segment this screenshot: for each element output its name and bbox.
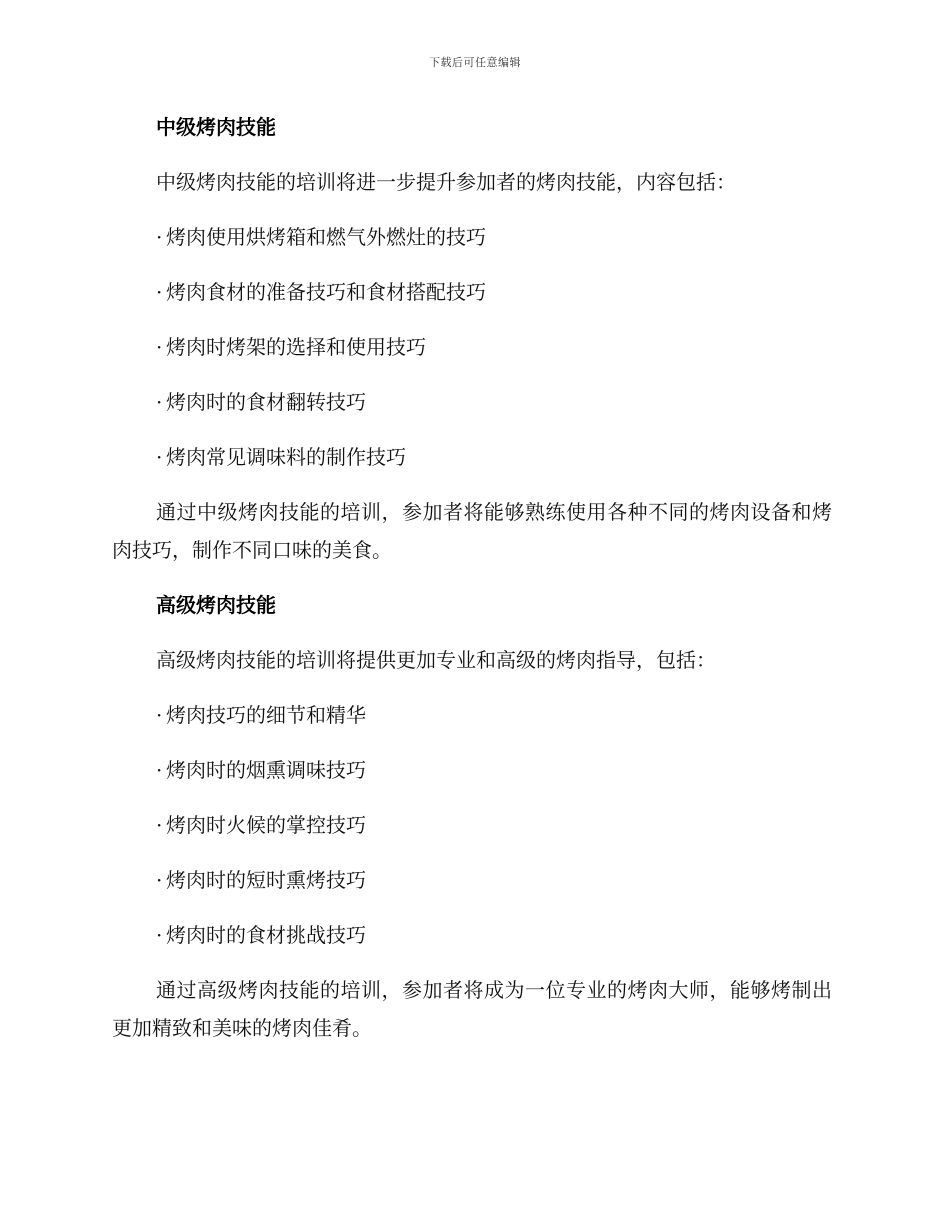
- list-item: [112, 806, 832, 844]
- list-item: [112, 751, 832, 789]
- section-heading-advanced: 高级烤肉技能: [156, 593, 276, 617]
- bullet-marker: ·: [156, 813, 163, 837]
- list-item: [112, 438, 832, 476]
- bullet-marker: ·: [156, 758, 163, 782]
- document-body: [112, 108, 832, 1064]
- bullet-marker: ·: [156, 280, 163, 304]
- list-item: [112, 916, 832, 954]
- list-item-text: 烤肉食材的准备技巧和食材搭配技巧: [166, 280, 486, 304]
- list-item-text: 烤肉时的食材翻转技巧: [166, 390, 366, 414]
- list-item: [112, 383, 832, 421]
- list-item-text: 烤肉常见调味料的制作技巧: [166, 445, 406, 469]
- bullet-marker: ·: [156, 703, 163, 727]
- section-intro-advanced: 高级烤肉技能的培训将提供更加专业和高级的烤肉指导，包括：: [156, 648, 716, 672]
- header-note: 下载后可任意编辑: [429, 56, 521, 69]
- list-item-text: 烤肉使用烘烤箱和燃气外燃灶的技巧: [166, 225, 486, 249]
- list-item-text: 烤肉技巧的细节和精华: [166, 703, 366, 727]
- list-item-text: 烤肉时的短时熏烤技巧: [166, 868, 366, 892]
- section-conclusion-advanced: 通过高级烤肉技能的培训，参加者将成为一位专业的烤肉大师，能够烤制出更加精致和美味的烤肉佳肴。: [112, 978, 832, 1040]
- section-conclusion-intermediate: 通过中级烤肉技能的培训，参加者将能够熟练使用各种不同的烤肉设备和烤肉技巧，制作不同口味的美食。: [112, 500, 832, 562]
- section-heading-intermediate: 中级烤肉技能: [156, 115, 276, 139]
- bullet-marker: ·: [156, 390, 163, 414]
- list-item: [112, 328, 832, 366]
- list-item-text: 烤肉时火候的掌控技巧: [166, 813, 366, 837]
- section-intro-intermediate: 中级烤肉技能的培训将进一步提升参加者的烤肉技能，内容包括：: [156, 170, 736, 194]
- list-item: [112, 218, 832, 256]
- list-item: [112, 273, 832, 311]
- bullet-marker: ·: [156, 868, 163, 892]
- list-item-text: 烤肉时的烟熏调味技巧: [166, 758, 366, 782]
- bullet-marker: ·: [156, 445, 163, 469]
- list-item: [112, 861, 832, 899]
- list-item-text: 烤肉时的食材挑战技巧: [166, 923, 366, 947]
- list-item-text: 烤肉时烤架的选择和使用技巧: [166, 335, 426, 359]
- bullet-marker: ·: [156, 335, 163, 359]
- bullet-marker: ·: [156, 923, 163, 947]
- bullet-marker: ·: [156, 225, 163, 249]
- list-item: [112, 696, 832, 734]
